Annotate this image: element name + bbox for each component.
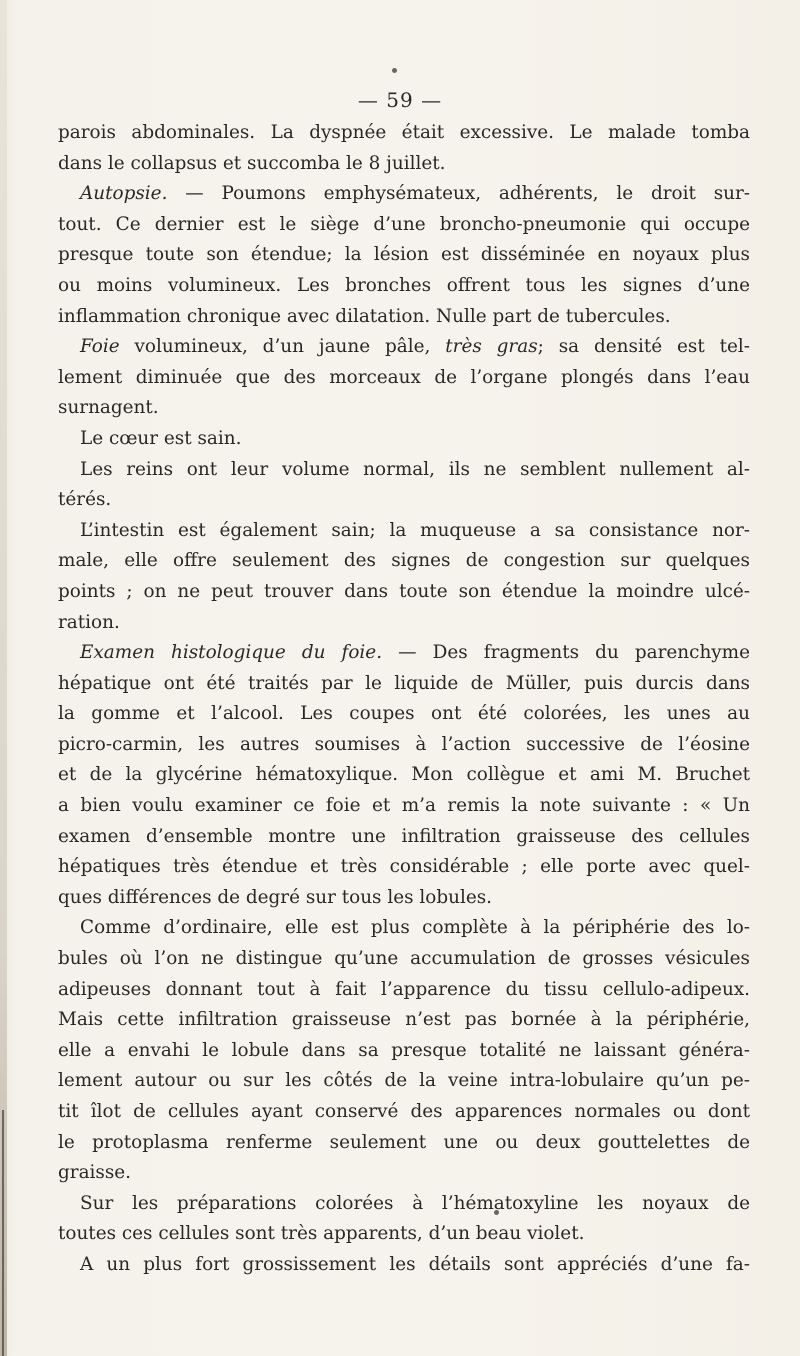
text-run: L’intestin est également sain; la muqueuse a sa consistance nor- [80,519,750,541]
text-line [58,1158,750,1189]
text-run: hépatiques très étendue et très considérable ; elle porte avec quel- [58,856,750,878]
paragraph [58,1189,750,1250]
text-run: lement diminuée que des morceaux de l’organe plongés dans l’eau [58,366,750,388]
text-line [58,883,750,914]
text-line [58,485,750,516]
italic-run: Autopsie. [80,183,168,205]
text-run: ques différences de degré sur tous les lobules. [58,886,493,908]
paragraph [58,1250,750,1281]
text-line [58,1005,750,1036]
text-line [58,363,750,394]
text-line [58,393,750,424]
text-run: tit îlot de cellules ayant conservé des apparences normales ou dont [58,1101,750,1122]
text-line [58,913,750,944]
text-line [58,302,750,333]
text-run: — Poumons emphysémateux, adhérents, le droit sur- [167,183,750,205]
text-run: toutes ces cellules sont très apparents, d’un beau violet. [58,1223,585,1245]
text-run: hépatique ont été traités par le liquide de Müller, puis durcis dans [58,672,750,694]
text-line [58,730,750,761]
text-run: — Des fragments du parenchyme [382,642,751,664]
text-line [58,1128,750,1159]
text-line [58,1219,750,1250]
text-run: le protoplasma renferme seulement une ou deux gouttelettes de [58,1131,750,1153]
text-line [58,760,750,791]
text-run: térés. [58,489,112,511]
text-run: et de la glycérine hématoxylique. Mon collègue et ami M. Bruchet [58,764,750,786]
text-line [58,424,750,455]
text-line [58,944,750,975]
text-run: inflammation chronique avec dilatation. Nulle part de tubercules. [58,305,671,327]
text-line [58,179,750,210]
text-line [58,1036,750,1067]
text-run: surnagent. [58,397,159,419]
paragraph [58,424,750,455]
text-line [58,638,750,669]
text-run: Le cœur est sain. [80,427,242,449]
text-line [58,546,750,577]
text-line [58,669,750,700]
text-run: examen d’ensemble montre une infiltration graisseuse des cellules [58,825,750,847]
text-line [58,608,750,639]
text-line [58,577,750,608]
page-number: — 59 — [357,88,443,112]
text-run: Les reins ont leur volume normal, ils ne semblent nullement al- [80,458,750,480]
text-line [58,516,750,547]
text-line [58,822,750,853]
text-run: points ; on ne peut trouver dans toute son étendue la moindre ulcé- [58,580,750,602]
paragraph [58,455,750,516]
text-line [58,699,750,730]
text-run: ration. [58,611,120,633]
paragraph [58,179,750,332]
paragraph [58,913,750,1188]
text-run: a bien voulu examiner ce foie et m’a remis la note suivante : « Un [58,795,750,817]
text-run: volumineux, d’un jaune pâle, [119,336,446,358]
text-run: la gomme et l’alcool. Les coupes ont été colorées, les unes au [58,703,750,725]
text-line [58,1189,750,1220]
text-run: A un plus fort grossissement les détails sont appréciés d’une fa- [80,1253,750,1275]
text-run: adipeuses donnant tout à fait l’apparence du tissu cellulo-adipeux. [58,978,750,1000]
text-run: lement autour ou sur les côtés de la veine intra-lobulaire qu’un pe- [58,1070,750,1092]
text-run: Comme d’ordinaire, elle est plus complète à la périphérie des lo- [80,917,750,939]
text-run: presque toute son étendue; la lésion est disséminée en noyaux plus [58,244,750,266]
italic-run: très gras [445,336,538,358]
text-run: elle a envahi le lobule dans sa presque totalité ne laissant généra- [58,1039,750,1061]
text-run: picro-carmin, les autres soumises à l’action successive de l’éosine [58,733,750,755]
text-run: ou moins volumineux. Les bronches offrent tous les signes d’une [58,274,750,296]
paragraph [58,332,750,424]
text-run: tout. Ce dernier est le siège d’une broncho-pneumonie qui occupe [58,213,750,235]
print-speck [392,68,397,73]
text-line [58,332,750,363]
italic-run: Examen histologique du foie. [80,642,383,664]
body-text [58,118,750,1281]
text-line [58,210,750,241]
text-run: parois abdominales. La dyspnée était excessive. Le malade tomba [58,122,750,143]
text-line [58,1250,750,1281]
text-run: Sur les préparations colorées à l’hématoxyline les noyaux de [80,1192,750,1214]
text-line [58,240,750,271]
text-line [58,1097,750,1128]
text-line [58,455,750,486]
text-run: male, elle offre seulement des signes de congestion sur quelques [58,550,750,572]
binding-shadow-line [2,1110,4,1356]
text-run: ; sa densité est tel- [537,336,750,358]
text-run: bules où l’on ne distingue qu’une accumulation de grosses vésicules [58,948,750,970]
text-run: dans le collapsus et succomba le 8 juillet. [58,152,446,174]
paragraph [58,516,750,638]
text-line [58,975,750,1006]
text-line [58,791,750,822]
text-line [58,149,750,180]
text-line [58,118,750,149]
paragraph [58,638,750,913]
text-line [58,1066,750,1097]
paragraph [58,118,750,179]
text-line [58,852,750,883]
italic-run: Foie [80,336,120,358]
text-line [58,271,750,302]
text-run: graisse. [58,1162,132,1184]
text-run: Mais cette infiltration graisseuse n’est pas bornée à la périphérie, [58,1009,750,1031]
